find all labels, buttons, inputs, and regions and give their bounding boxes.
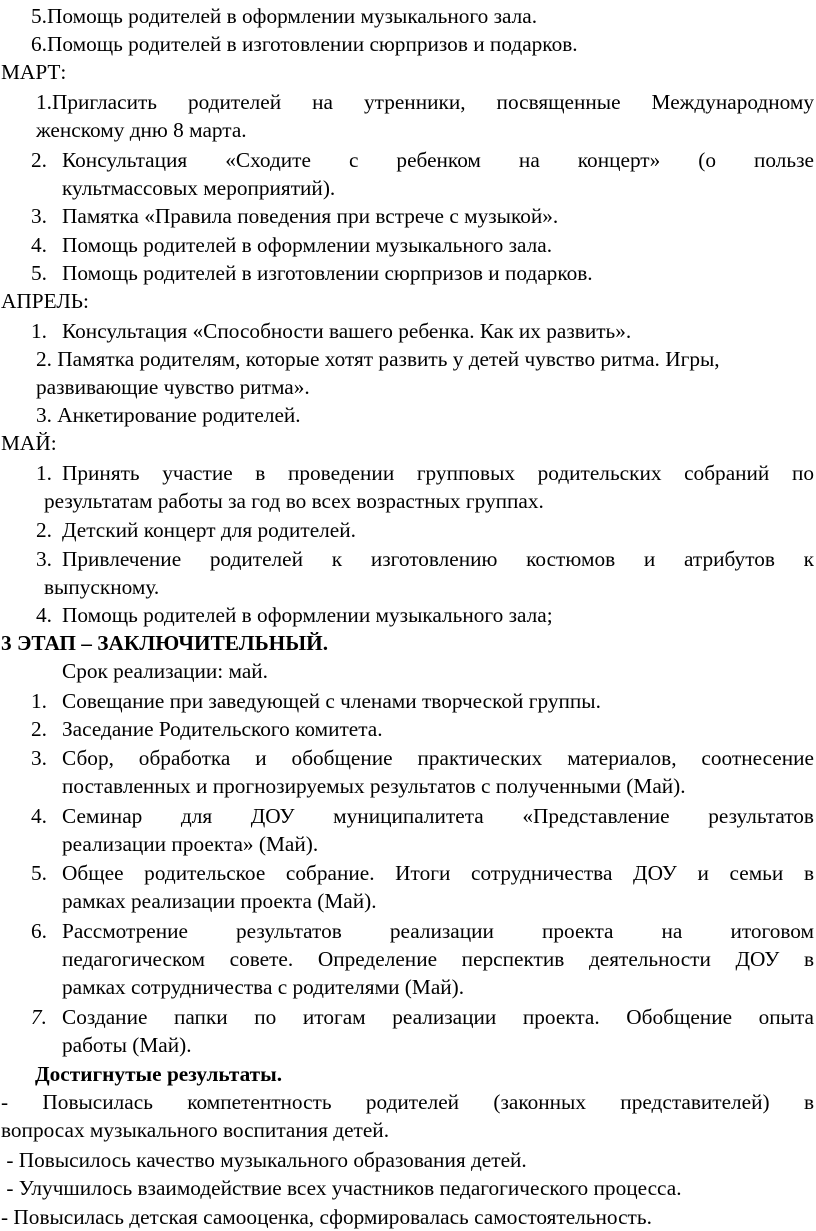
list-number: 2. (31, 717, 47, 741)
list-number: 7. (31, 1005, 47, 1029)
list-number: 1. (36, 461, 52, 485)
section-heading-april: АПРЕЛЬ: (1, 289, 89, 313)
list-item: Детский концерт для родителей. (62, 518, 356, 542)
result-item: - Повысилось качество музыкального образования детей. (1, 1148, 527, 1172)
list-item: Сбор, обработка и обобщение практических материалов, соотнесение (62, 746, 814, 770)
list-item: Помощь родителей в оформлении музыкального зала. (62, 233, 553, 257)
list-item-continuation: реализации проекта» (Май). (62, 832, 319, 856)
list-item: Памятка «Правила поведения при встрече с музыкой». (62, 204, 559, 228)
list-item-continuation: рамках реализации проекта (Май). (62, 889, 377, 913)
list-item-continuation: рамках сотрудничества с родителями (Май). (62, 975, 465, 999)
list-number: 4. (31, 804, 47, 828)
list-number: 2. (31, 148, 47, 172)
list-item: Семинар для ДОУ муниципалитета «Представление результатов (62, 804, 814, 828)
list-item-continuation: развивающие чувство ритма». (36, 375, 310, 399)
list-item: 3. Анкетирование родителей. (36, 403, 301, 427)
result-item: - Повысилась детская самооценка, сформировалась самостоятельность. (1, 1205, 652, 1229)
list-number: 3. (31, 746, 47, 770)
section-heading-may: МАЙ: (1, 431, 57, 455)
list-item-continuation: культмассовых мероприятий). (62, 176, 336, 200)
section-heading-march: МАРТ: (1, 60, 67, 84)
list-item: Привлечение родителей к изготовлению костюмов и атрибутов к (62, 547, 814, 571)
section-heading-stage3: 3 ЭТАП – ЗАКЛЮЧИТЕЛЬНЫЙ. (1, 631, 329, 655)
list-item: Консультация «Способности вашего ребенка. Как их развить». (62, 319, 632, 343)
list-item: 6.Помощь родителей в изготовлении сюрпризов и подарков. (31, 32, 578, 56)
list-item: Рассмотрение результатов реализации проекта на итоговом (62, 919, 814, 943)
list-number: 2. (36, 518, 52, 542)
list-item-continuation: педагогическом совете. Определение перспектив деятельности ДОУ в (62, 947, 814, 971)
list-number: 4. (31, 233, 47, 257)
list-item-continuation: результатам работы за год во всех возрастных группах. (44, 489, 544, 513)
list-item: Создание папки по итогам реализации проекта. Обобщение опыта (62, 1005, 814, 1029)
list-number: 5. (31, 261, 47, 285)
list-item-continuation: женскому дню 8 марта. (36, 118, 247, 142)
term-line: Срок реализации: май. (62, 659, 269, 683)
list-item: 5.Помощь родителей в оформлении музыкального зала. (31, 4, 538, 28)
list-item: Общее родительское собрание. Итоги сотрудничества ДОУ и семьи в (62, 861, 814, 885)
list-item: 2. Памятка родителям, которые хотят развить у детей чувство ритма. Игры, (36, 347, 720, 371)
list-item-continuation: поставленных и прогнозируемых результатов с полученными (Май). (62, 774, 686, 798)
list-item-continuation: работы (Май). (62, 1033, 192, 1057)
results-heading: Достигнутые результаты. (35, 1062, 283, 1086)
list-number: 4. (36, 603, 52, 627)
list-number: 1. (31, 319, 47, 343)
list-number: 1. (31, 689, 47, 713)
result-item-continuation: вопросах музыкального воспитания детей. (1, 1118, 390, 1142)
list-item: Помощь родителей в изготовлении сюрпризов и подарков. (62, 261, 593, 285)
list-number: 3. (31, 204, 47, 228)
list-item: Заседание Родительского комитета. (62, 717, 383, 741)
list-number: 6. (31, 919, 47, 943)
result-item: - Улучшилось взаимодействие всех участников педагогического процесса. (1, 1176, 682, 1200)
list-item: Консультация «Сходите с ребенком на концерт» (о пользе (62, 148, 814, 172)
result-item: - Повысилась компетентность родителей (законных представителей) в (1, 1090, 814, 1114)
list-number: 5. (31, 861, 47, 885)
list-number: 3. (36, 547, 52, 571)
list-item-continuation: выпускному. (44, 575, 160, 599)
list-item: Совещание при заведующей с членами творческой группы. (62, 689, 601, 713)
list-item: Принять участие в проведении групповых родительских собраний по (62, 461, 814, 485)
list-item: Помощь родителей в оформлении музыкального зала; (62, 603, 553, 627)
list-item: 1.Пригласить родителей на утренники, посвященные Международному (36, 90, 814, 114)
